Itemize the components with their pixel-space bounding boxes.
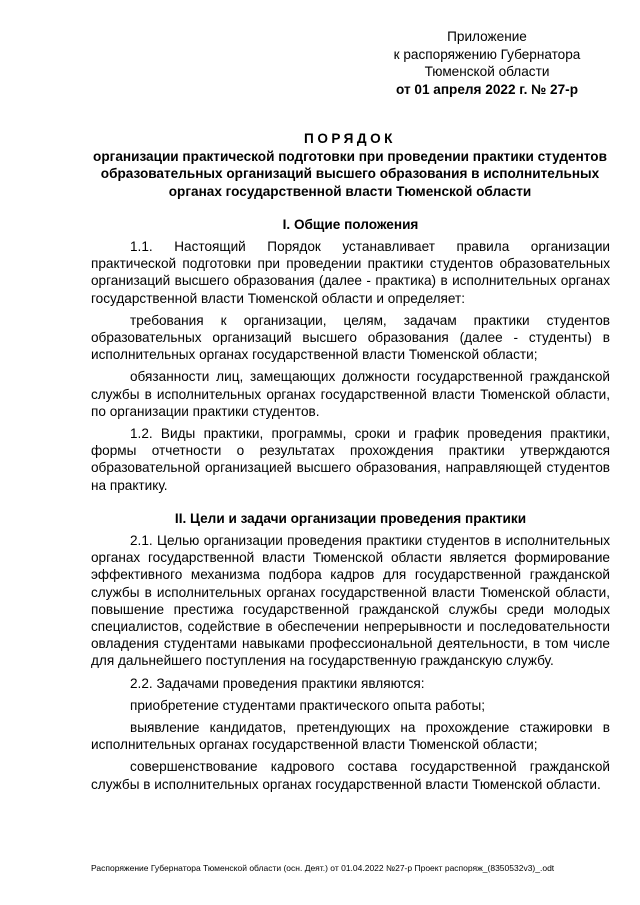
section-2-heading: II. Цели и задачи организации проведения практики: [174, 511, 527, 526]
paragraph: требования к организации, целям, задачам практики студентов образовательных организаций высшего образования (далее - студенты) в исполнительных органах государственной власти Тюменской области;: [91, 312, 610, 363]
annex-line-1: Приложение: [447, 29, 527, 44]
paragraph: совершенствование кадрового состава государственной гражданской службы в исполнительных органах государственной власти Тюменской области.: [91, 759, 610, 792]
section-1-heading: I. Общие положения: [282, 217, 419, 232]
document-footer: Распоряжение Губернатора Тюменской области (осн. Деят.) от 01.04.2022 №27-р Проект распоряж_(8350532v3)_.odt: [91, 863, 555, 873]
document-title: [80, 130, 620, 200]
section-1-body: [91, 238, 610, 494]
paragraph: приобретение студентами практического опыта работы;: [130, 697, 486, 713]
paragraph: 1.2. Виды практики, программы, сроки и график проведения практики, формы отчетности о результатах прохождения практики утверждаются образовательной организацией высшего образования, направляющей студентов на практику.: [91, 426, 610, 493]
section-2-body: [91, 532, 610, 793]
title-head: ПОРЯДОК: [304, 131, 396, 146]
annex-line-3: Тюменской области: [424, 64, 550, 79]
annex-date-number: от 01 апреля 2022 г. № 27-р: [395, 81, 579, 97]
paragraph: 2.2. Задачами проведения практики являются:: [130, 675, 425, 691]
paragraph: выявление кандидатов, претендующих на прохождение стажировки в исполнительных органах государственной власти Тюменской области;: [91, 720, 610, 753]
paragraph: 2.1. Целью организации проведения практики студентов в исполнительных органах государственной власти Тюменской области является формирование эффективного механизма подбора кадров для государственной гражданской службы в исполнительных органах государственной власти Тюменской области, повышение престижа государственной гражданской службы среди молодых специалистов, содействие в обеспечении непрерывности и последовательности овладения студентами навыками профессиональной деятельности, в том числе для дальнейшего поступления на государственную гражданскую службу.: [91, 533, 610, 669]
title-subtitle: организации практической подготовки при проведении практики студентов образовательных организаций высшего образования в исполнительных органах государственной власти Тюменской области: [93, 149, 607, 199]
paragraph: обязанности лиц, замещающих должности государственной гражданской службы в исполнительных органах государственной власти Тюменской области, по организации практики студентов.: [91, 369, 610, 419]
paragraph: 1.1. Настоящий Порядок устанавливает правила организации практической подготовки при проведении практики студентов образовательных организаций высшего образования (далее - практика) в исполнительных органах государственной власти Тюменской области и определяет:: [91, 239, 610, 306]
annex-line-2: к распоряжению Губернатора: [393, 46, 581, 62]
annex-block: [372, 28, 602, 98]
